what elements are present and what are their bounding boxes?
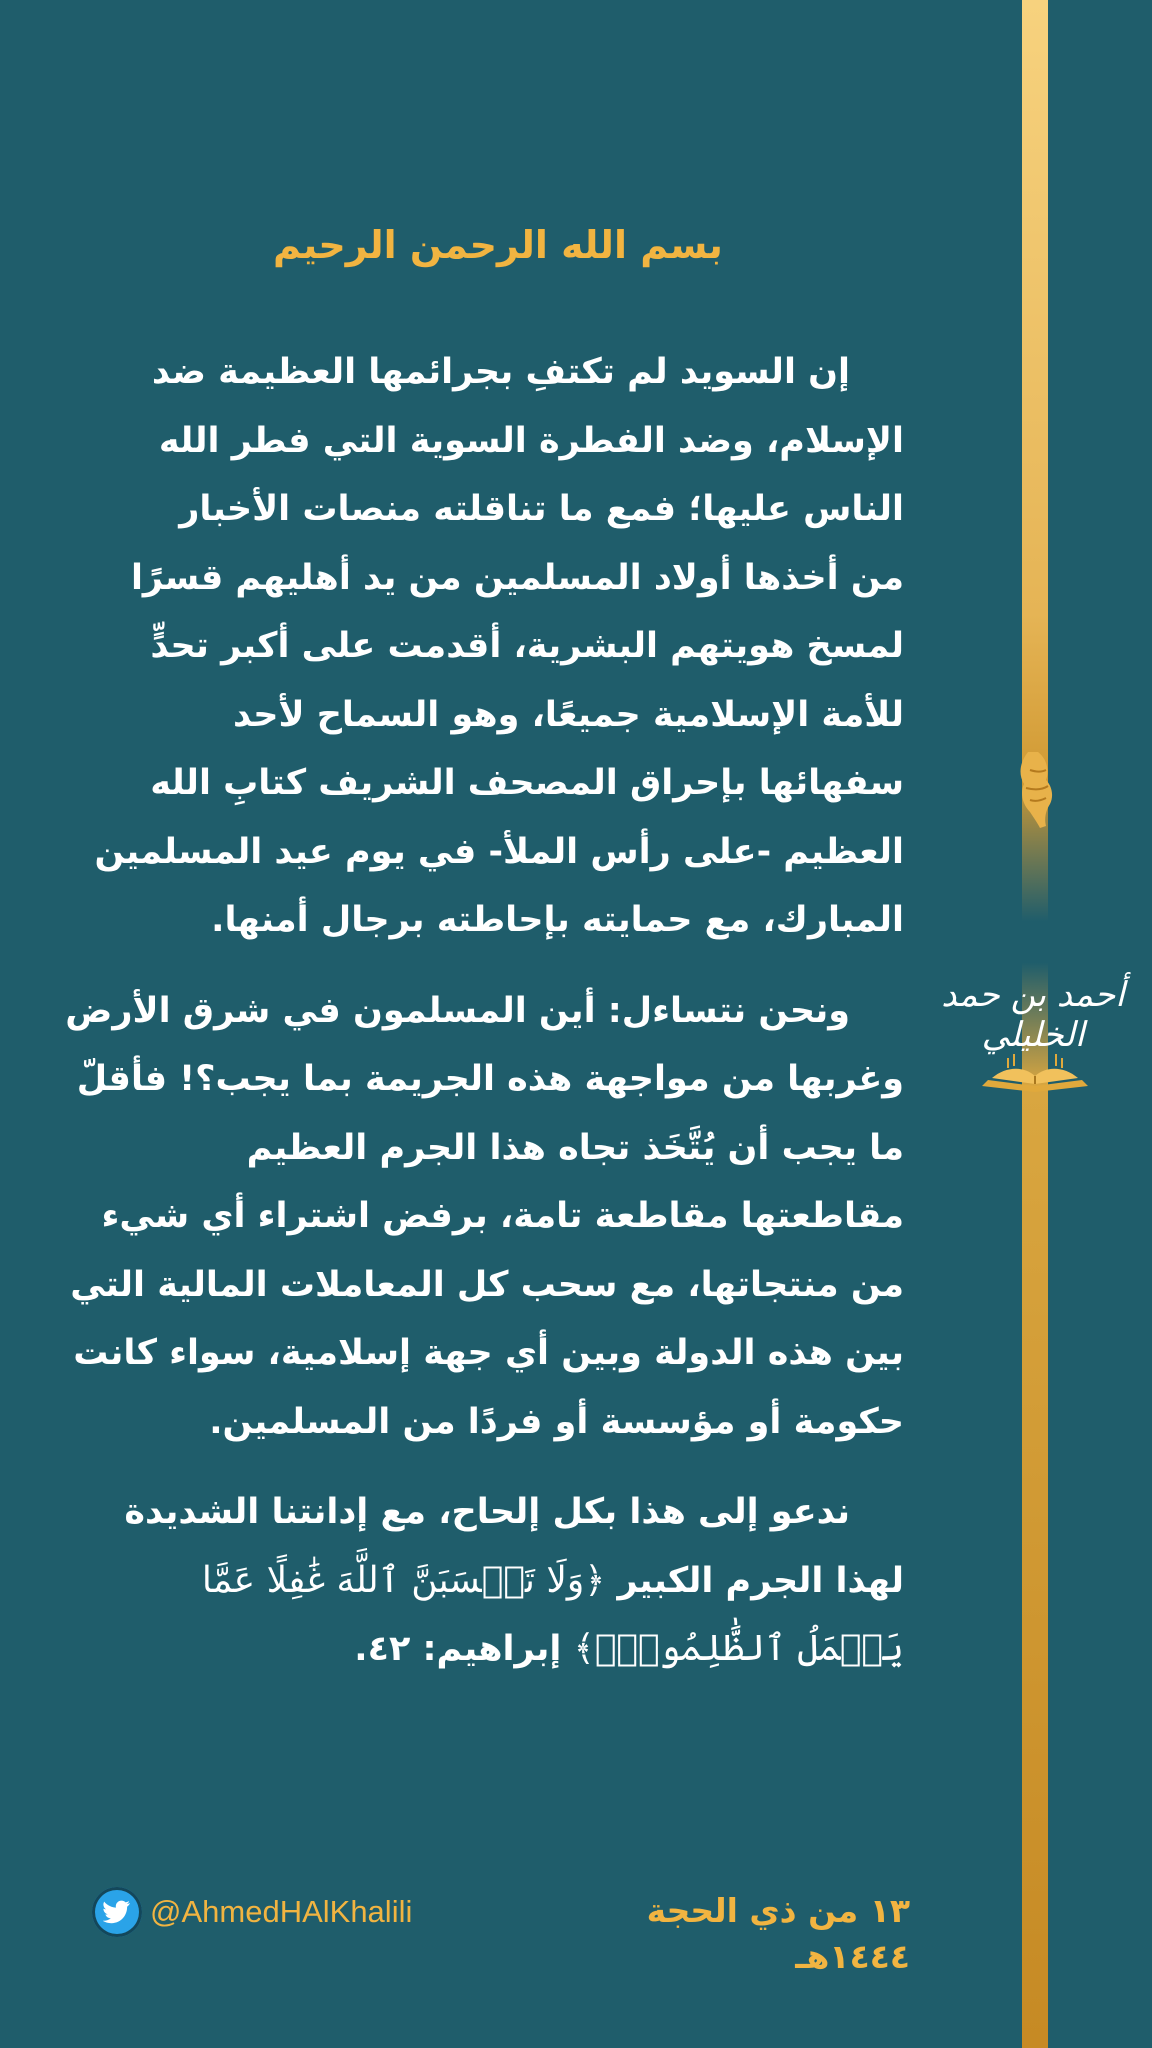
text-line: سفهائها بإحراق المصحف الشريف كتابِ الله	[150, 763, 904, 803]
text-fragment: لهذا الجرم الكبير	[617, 1560, 904, 1601]
text-line	[92, 1547, 904, 1616]
hijri-date: ١٣ من ذي الحجة ١٤٤٤هـ	[646, 1891, 910, 1976]
text-line: للأمة الإسلامية جميعًا، وهو السماح لأحد	[233, 694, 904, 735]
twitter-handle-link[interactable]	[92, 1884, 412, 1940]
text-line: العظيم -على رأس الملأ- في يوم عيد المسلمين	[94, 831, 904, 872]
twitter-bird-icon	[92, 1887, 142, 1937]
paragraph-2	[65, 977, 904, 1457]
quran-verse: يَعۡمَلُ ٱلظَّٰلِمُونَۚ﴾	[573, 1628, 904, 1669]
text-line: الإسلام، وضد الفطرة السوية التي فطر الله	[158, 420, 904, 461]
text-line: ما يجب أن يُتَّخَذ تجاه هذا الجرم العظيم	[246, 1127, 904, 1168]
statement-content	[65, 210, 904, 1706]
text-line: الناس عليها؛ فمع ما تناقلته منصات الأخبار	[179, 489, 904, 529]
basmala-heading: بسم الله الرحمن الرحيم	[273, 223, 723, 267]
clasped-hands-icon	[1010, 748, 1060, 830]
text-line: حكومة أو مؤسسة أو فردًا من المسلمين.	[209, 1401, 904, 1442]
text-line: ندعو إلى هذا بكل إلحاح، مع إدانتنا الشديدة	[124, 1492, 850, 1532]
text-line: مقاطعتها مقاطعة تامة، برفض اشتراء أي شيء	[101, 1196, 904, 1236]
text-line: المبارك، مع حمايته بإحاطته برجال أمنها.	[211, 900, 904, 940]
paragraph-3	[92, 1478, 904, 1684]
twitter-handle-text[interactable]: @AhmedHAlKhalili	[150, 1894, 413, 1929]
paragraph-1	[92, 338, 904, 955]
text-line	[92, 1615, 904, 1684]
open-book-icon	[978, 1052, 1092, 1096]
verse-citation: إبراهيم: ٤٢.	[354, 1629, 562, 1669]
text-line: بين هذه الدولة وبين أي جهة إسلامية، سواء كانت	[73, 1333, 904, 1373]
text-line: لمسخ هويتهم البشرية، أقدمت على أكبر تحدٍّ	[150, 626, 904, 666]
author-signature: أحمد بن حمد الخليلي	[941, 975, 1125, 1055]
text-line: ونحن نتساءل: أين المسلمون في شرق الأرض	[65, 990, 850, 1031]
quran-verse: ﴿وَلَا تَحۡسَبَنَّ ٱللَّهَ غَٰفِلًا عَمَّا	[201, 1559, 606, 1601]
text-line: إن السويد لم تكتفِ بجرائمها العظيمة ضد	[151, 352, 850, 392]
text-line: وغربها من مواجهة هذه الجريمة بما يجب؟! فأقلّ	[76, 1059, 904, 1099]
text-line: من أخذها أولاد المسلمين من يد أهليهم قسرًا	[130, 557, 904, 598]
text-line: من منتجاتها، مع سحب كل المعاملات المالية التي	[70, 1264, 904, 1305]
